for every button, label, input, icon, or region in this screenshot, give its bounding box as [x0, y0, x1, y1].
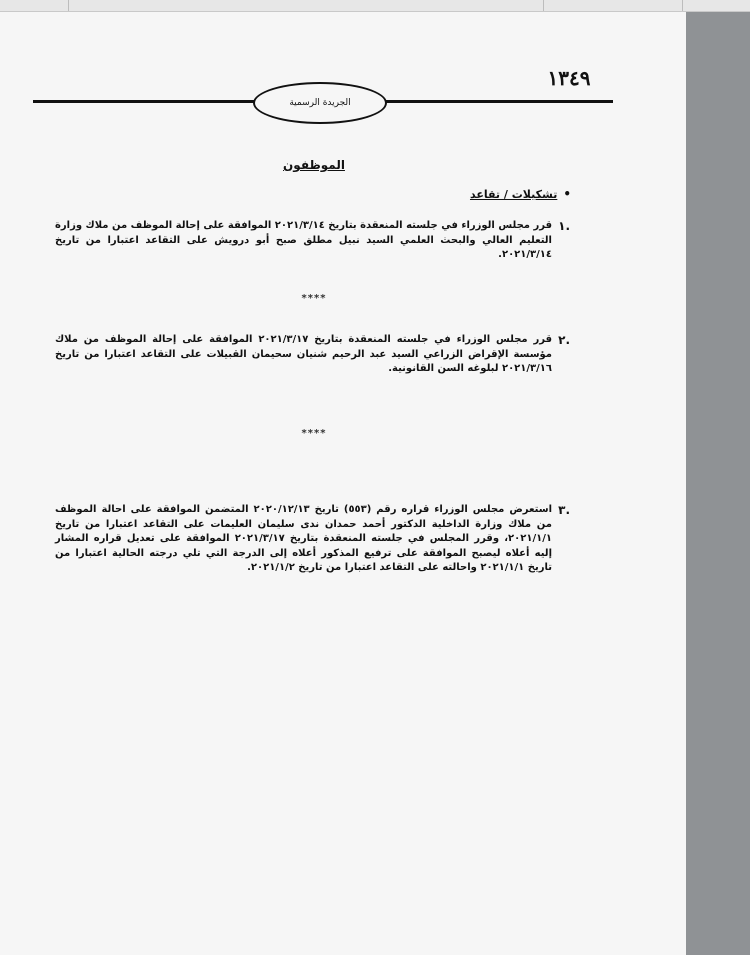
section-title: الموظفون [283, 158, 345, 172]
document-page [0, 12, 686, 955]
item-text: استعرض مجلس الوزراء قراره رقم (٥٥٣) تاريخ ٢٠٢٠/١٢/١٣ المتضمن الموافقة على احالة الموظف من ملاك وزارة الداخلية الدكتور أحمد حمدان ندى سليمان العليمات على التقاعد اعتبارا من تاريخ ٢٠٢١/١/١، وقرر المجلس في جلسته المنعقدة بتاريخ ٢٠٢١/٣/١٧ الموافقة على تعديل قراره المشار إليه أعلاه ليصبح الموافقة على ترفيع المذكور أعلاه إلى الدرجة التي تلي درجته الحالية اعتبارا من تاريخ ٢٠٢١/١/١ واحالته على التقاعد اعتبارا من تاريخ ٢٠٢١/١/٢. [55, 504, 552, 573]
item-text: قرر مجلس الوزراء في جلسته المنعقدة بتاريخ ٢٠٢١/٣/١٧ الموافقة على إحالة الموظف من ملاك مؤسسة الإقراض الزراعي السيد عبد الرحيم شنيان سحيمان القبيلات على التقاعد اعتبارا من تاريخ ٢٠٢١/٣/١٦ لبلوغه السن القانونية. [55, 334, 552, 374]
separator: **** [301, 293, 327, 304]
item-text: قرر مجلس الوزراء في جلسته المنعقدة بتاريخ ٢٠٢١/٣/١٤ الموافقة على إحالة الموظف من ملاك وزارة التعليم العالي والبحث العلمي السيد نبيل مطلق صبح أبو درويش على التقاعد اعتبارا من تاريخ ٢٠٢١/٣/١٤. [55, 220, 552, 260]
toolbar-segment [69, 0, 544, 11]
list-item [55, 219, 570, 263]
bullet-label: تشكيلات / تقاعد [469, 187, 558, 201]
gazette-name: الجريدة الرسمية [289, 98, 351, 108]
bullet-icon: • [563, 187, 571, 201]
viewer-toolbar [0, 0, 750, 12]
toolbar-segment [544, 0, 683, 11]
item-number: .٢ [558, 333, 570, 347]
gazette-name-oval [253, 82, 387, 124]
item-number: .١ [558, 219, 570, 233]
page-number: ١٣٤٩ [547, 66, 591, 90]
item-number: .٣ [558, 503, 570, 517]
list-item [55, 333, 570, 377]
bullet-heading [470, 187, 571, 201]
separator: **** [301, 428, 327, 439]
list-item [55, 503, 570, 576]
toolbar-segment [0, 0, 69, 11]
